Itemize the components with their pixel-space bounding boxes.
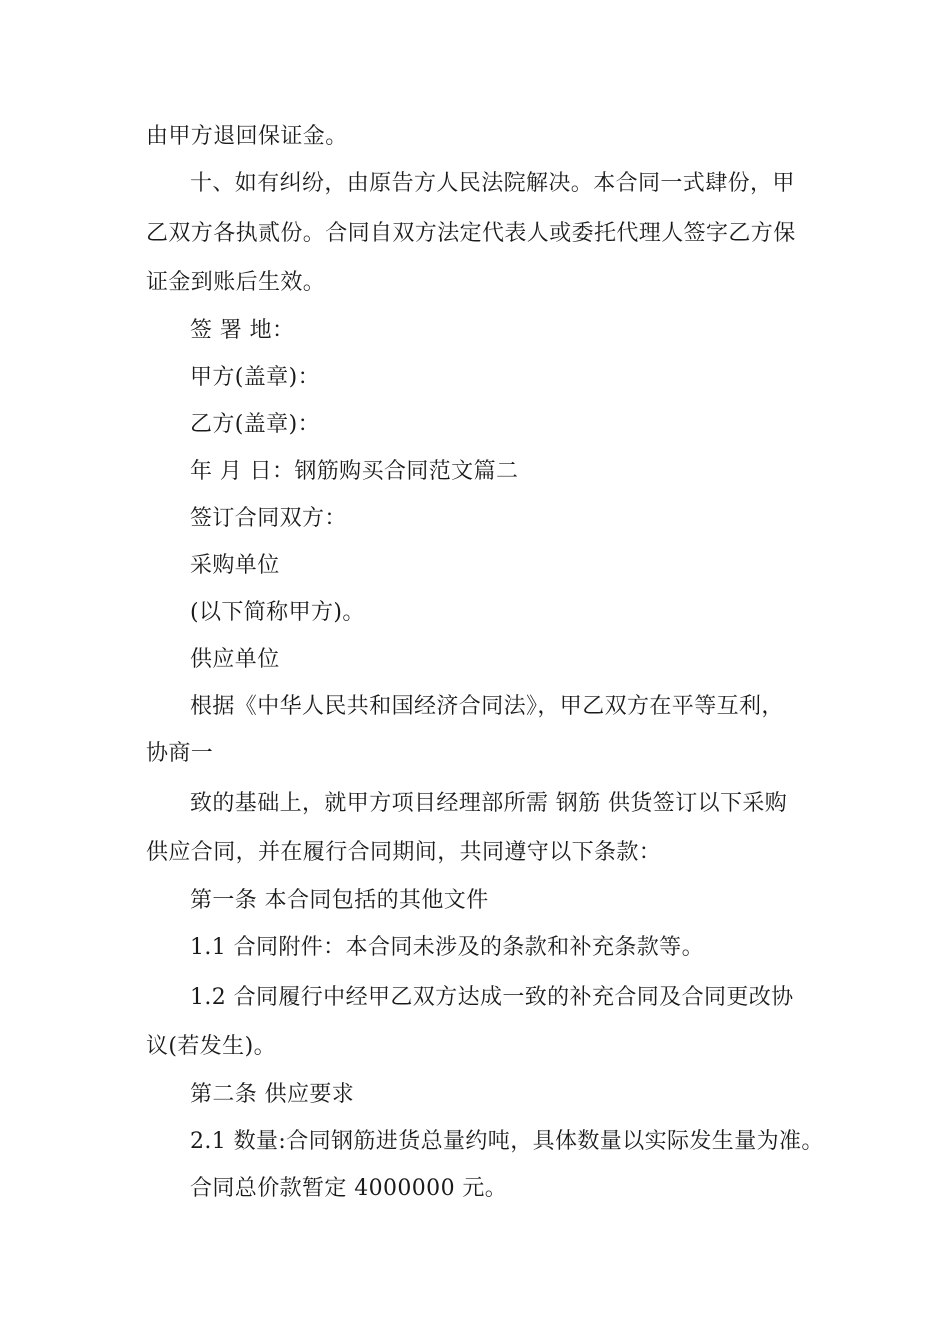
- text-line: 第二条 供应要求: [190, 1082, 355, 1107]
- text-line: 第一条 本合同包括的其他文件: [190, 888, 489, 913]
- text-line: 签 署 地：: [190, 318, 295, 343]
- text-line: 1.1 合同附件：本合同未涉及的条款和补充条款等。: [190, 935, 704, 960]
- text-line: (以下简称甲方)。: [190, 600, 365, 625]
- text-line: 十、如有纠纷，由原告方人民法院解决。本合同一式肆份，甲: [190, 171, 795, 196]
- text-line: 1.2 合同履行中经甲乙双方达成一致的补充合同及合同更改协: [190, 985, 794, 1010]
- text-line: 致的基础上，就甲方项目经理部所需 钢筋 供货签订以下采购: [190, 791, 788, 816]
- text-line: 年 月 日：钢筋购买合同范文篇二: [190, 459, 519, 484]
- text-line: 根据《中华人民共和国经济合同法》，甲乙双方在平等互利，: [190, 694, 784, 719]
- text-line: 甲方(盖章)：: [190, 365, 320, 390]
- text-line: 合同总价款暂定 4000000 元。: [190, 1176, 508, 1201]
- text-line: 议(若发生)。: [146, 1034, 276, 1059]
- text-line: 供应单位: [190, 647, 280, 672]
- text-line: 由甲方退回保证金。: [146, 124, 348, 149]
- text-line: 2.1 数量:合同钢筋进货总量约吨，具体数量以实际发生量为准。: [190, 1129, 824, 1154]
- text-line: 乙方(盖章)：: [190, 412, 320, 437]
- text-line: 乙双方各执贰份。合同自双方法定代表人或委托代理人签字乙方保: [146, 221, 796, 246]
- text-line: 证金到账后生效。: [146, 270, 326, 295]
- text-line: 采购单位: [190, 553, 280, 578]
- text-line: 供应合同，并在履行合同期间，共同遵守以下条款：: [146, 840, 662, 865]
- text-line: 签订合同双方：: [190, 506, 347, 531]
- text-line: 协商一: [146, 741, 214, 766]
